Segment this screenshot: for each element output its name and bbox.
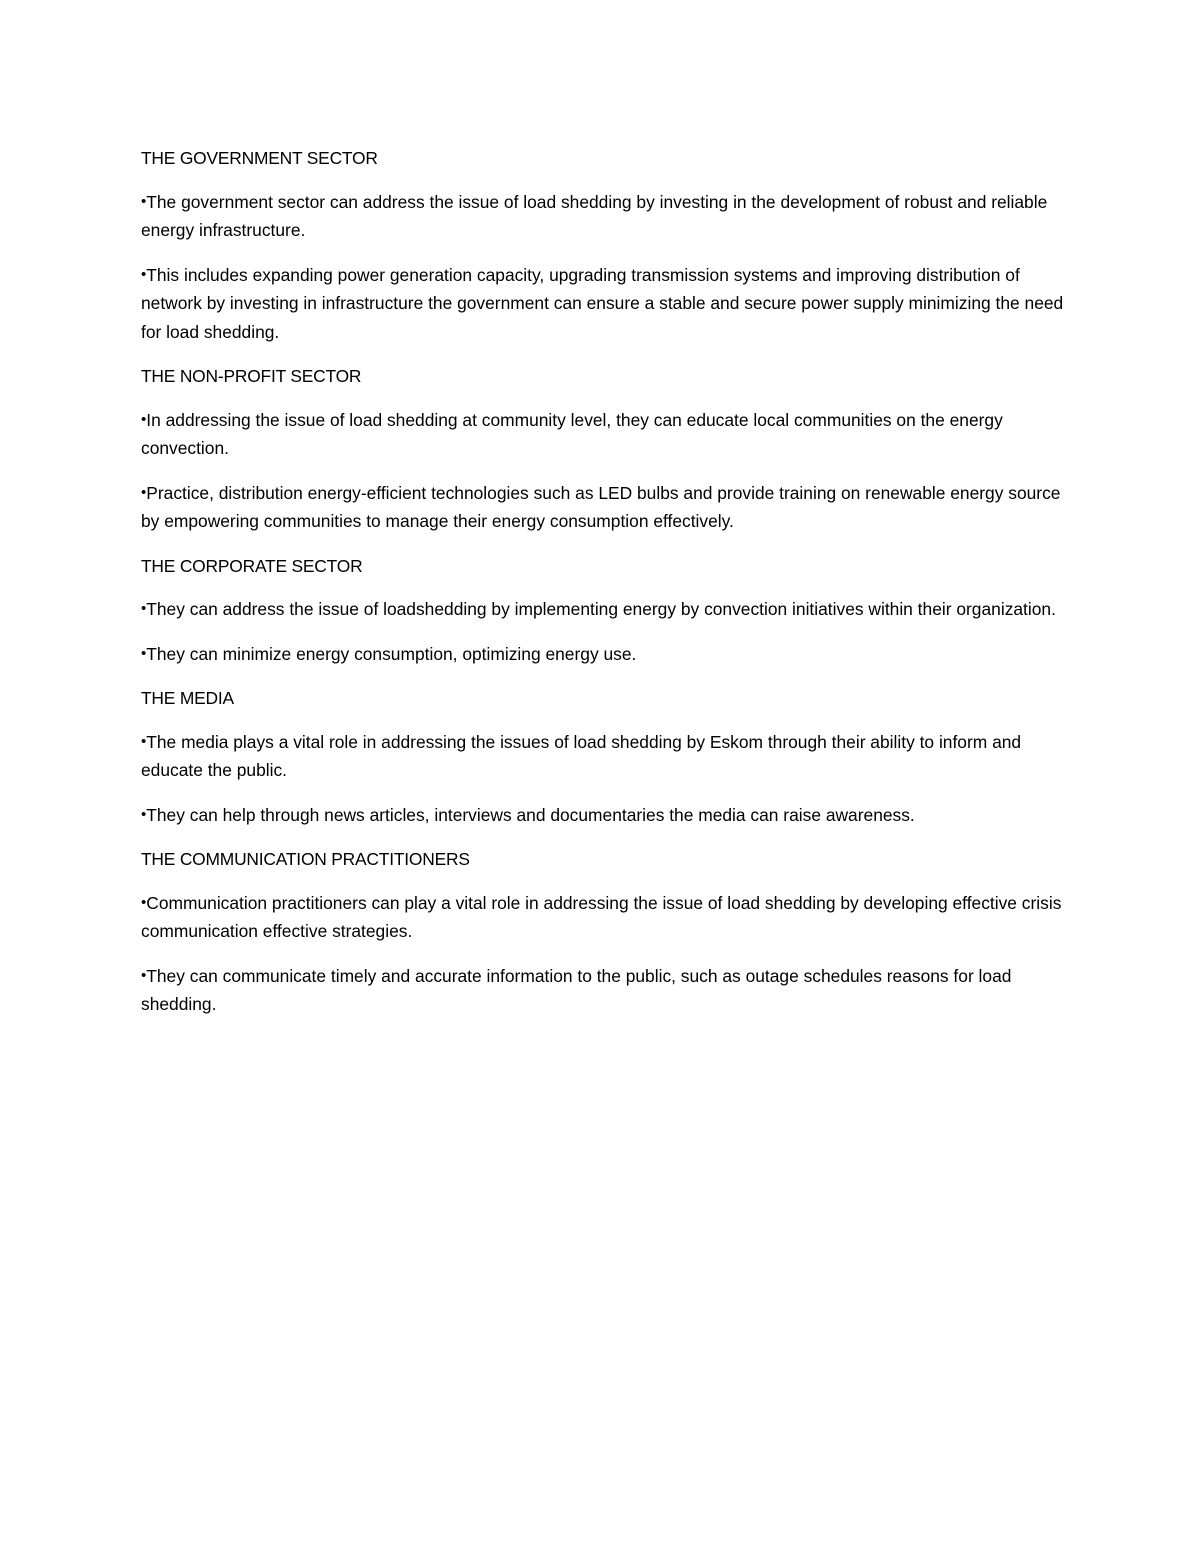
- paragraph-text: Practice, distribution energy-efficient technologies such as LED bulbs and provide training on renewable energy source by empowering communities to manage their energy consumption effectively.: [141, 482, 1061, 531]
- paragraph-text: Communication practitioners can play a vital role in addressing the issue of load shedding by developing effective crisis communication effective strategies.: [141, 892, 1062, 941]
- bullet-icon: •: [141, 483, 147, 501]
- bullet-paragraph: [141, 595, 1071, 624]
- document-body: [141, 144, 1071, 1035]
- paragraph-text: They can help through news articles, interviews and documentaries the media can raise awareness.: [146, 804, 915, 825]
- bullet-paragraph: [141, 640, 1071, 669]
- paragraph-text: This includes expanding power generation capacity, upgrading transmission systems and improving distribution of network by investing in infrastructure the government can ensure a stable and secure power supply minimizing the need for load shedding.: [141, 264, 1064, 342]
- bullet-icon: •: [141, 805, 147, 823]
- section-heading: THE COMMUNICATION PRACTITIONERS: [141, 849, 470, 869]
- bullet-icon: •: [141, 644, 147, 662]
- bullet-paragraph: [141, 962, 1071, 1019]
- section-communication-practitioners: [141, 845, 1071, 1019]
- bullet-icon: •: [141, 410, 147, 428]
- section-heading: THE NON-PROFIT SECTOR: [141, 366, 362, 386]
- bullet-paragraph: [141, 728, 1071, 785]
- bullet-icon: •: [141, 893, 147, 911]
- section-media: [141, 684, 1071, 829]
- bullet-icon: •: [141, 732, 147, 750]
- paragraph-text: They can address the issue of loadshedding by implementing energy by convection initiatives within their organization.: [146, 599, 1056, 619]
- bullet-icon: •: [141, 966, 147, 984]
- paragraph-text: The media plays a vital role in addressing the issues of load shedding by Eskom through their ability to inform and educate the public.: [141, 731, 1022, 780]
- bullet-paragraph: [141, 801, 1071, 830]
- paragraph-text: They can minimize energy consumption, optimizing energy use.: [146, 643, 637, 664]
- bullet-icon: •: [141, 600, 147, 617]
- section-government: [141, 144, 1071, 346]
- paragraph-text: In addressing the issue of load shedding at community level, they can educate local communities on the energy convection.: [141, 409, 1003, 458]
- section-heading: THE MEDIA: [141, 688, 234, 708]
- bullet-paragraph: [141, 406, 1071, 463]
- paragraph-text: The government sector can address the issue of load shedding by investing in the development of robust and reliable energy infrastructure.: [141, 191, 1048, 240]
- bullet-icon: •: [141, 265, 147, 283]
- section-non-profit: [141, 362, 1071, 536]
- paragraph-text: They can communicate timely and accurate information to the public, such as outage schedules reasons for load shedding.: [141, 965, 1012, 1014]
- section-heading: THE CORPORATE SECTOR: [141, 555, 363, 576]
- bullet-paragraph: [141, 261, 1071, 347]
- section-heading: THE GOVERNMENT SECTOR: [141, 148, 378, 168]
- bullet-paragraph: [141, 479, 1071, 536]
- bullet-paragraph: [141, 188, 1071, 245]
- bullet-icon: •: [141, 192, 147, 210]
- bullet-paragraph: [141, 889, 1071, 946]
- section-corporate: [141, 552, 1071, 669]
